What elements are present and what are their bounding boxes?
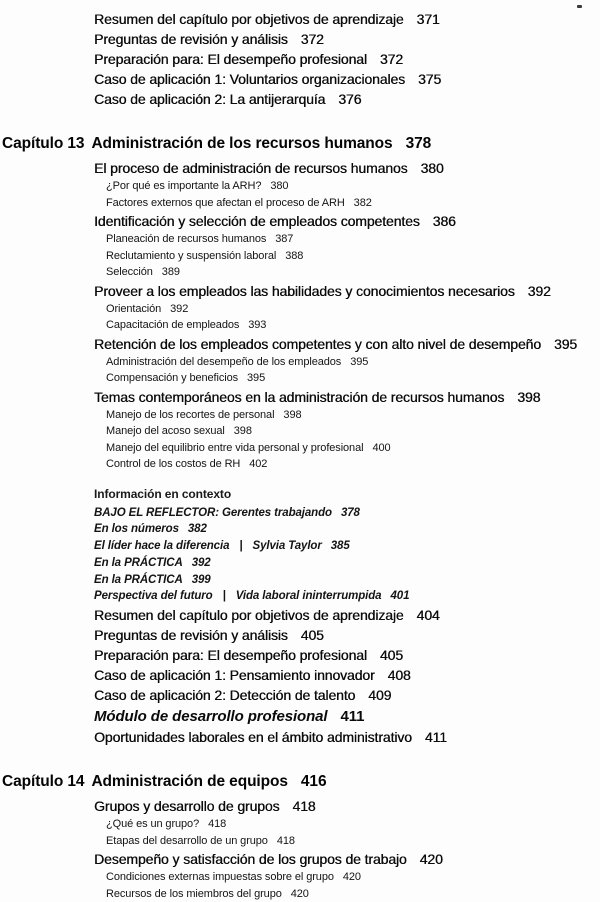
page-number: 395 — [247, 372, 266, 384]
toc-entry — [94, 685, 600, 705]
entry-label: Manejo de los recortes de personal — [106, 408, 275, 421]
page-number: 376 — [338, 91, 362, 107]
entry-label: Etapas del desarrollo de un grupo — [106, 834, 268, 847]
entry-sublabel: Sylvia Taylor — [252, 540, 322, 553]
page-number: 420 — [419, 851, 443, 868]
toc-subentry — [106, 407, 600, 424]
page-number: 385 — [330, 540, 350, 553]
entry-label: Manejo del equilibrio entre vida personal y profesional — [106, 441, 364, 454]
entry-label: Control de los costos de RH — [106, 458, 241, 470]
feature-entry — [94, 555, 600, 572]
entry-label: Selección — [106, 266, 153, 278]
entry-label: Caso de aplicación 1: Voluntarios organizacionales — [94, 71, 405, 87]
entry-label: Oportunidades laborales en el ámbito administrativo — [94, 729, 412, 746]
page-number: 398 — [283, 408, 302, 421]
page-number: 372 — [300, 31, 324, 47]
entry-label: Factores externos que afectan el proceso de ARH — [106, 196, 345, 209]
toc-subentry — [106, 440, 600, 457]
toc-entry — [94, 796, 600, 816]
entry-label: Preparación para: El desempeño profesional — [94, 51, 367, 67]
entry-label: Caso de aplicación 1: Pensamiento innovador — [94, 667, 375, 684]
toc-entry — [94, 9, 600, 29]
page-number: 400 — [372, 441, 391, 454]
page-number: 405 — [379, 647, 403, 664]
entry-label: Caso de aplicación 2: Detección de talento — [94, 687, 356, 704]
page-number: 389 — [161, 266, 180, 278]
entry-label: Capacitación de empleados — [106, 319, 240, 331]
toc-lines — [0, 9, 600, 902]
entry-label: Compensación y beneficios — [106, 372, 239, 384]
toc-subentry — [106, 195, 600, 212]
entry-label: Caso de aplicación 2: La antijerarquía — [94, 91, 326, 107]
separator-bar: | — [222, 590, 226, 603]
entry-label: Desempeño y satisfacción de los grupos de trabajo — [94, 851, 407, 868]
chapter-label: Capítulo 14 — [2, 773, 85, 791]
entry-label: Manejo del acoso sexual — [106, 425, 225, 437]
page-number: 408 — [387, 667, 411, 684]
entry-label: El proceso de administración de recursos humanos — [94, 160, 408, 176]
toc-entry — [94, 158, 600, 178]
page-number: 393 — [248, 319, 267, 331]
toc-entry — [94, 605, 600, 625]
feature-entry — [94, 538, 600, 555]
toc-subentry — [106, 423, 600, 440]
entry-label: ¿Qué es un grupo? — [106, 818, 200, 831]
entry-label: El líder hace la diferencia — [94, 540, 230, 553]
toc-subentry — [106, 301, 600, 318]
toc-subentry — [106, 248, 600, 265]
toc-subentry — [106, 370, 600, 387]
page-number: 405 — [300, 627, 324, 644]
feature-entry — [94, 505, 600, 522]
entry-label: Temas contemporáneos en la administración de recursos humanos — [94, 388, 505, 405]
page-number: 416 — [300, 773, 327, 791]
toc-entry — [94, 49, 600, 69]
entry-label: Identificación y selección de empleados competentes — [94, 213, 420, 229]
entry-label: Resumen del capítulo por objetivos de aprendizaje — [94, 607, 404, 624]
entry-label: En los números — [94, 523, 179, 536]
module-entry — [94, 706, 600, 727]
page-number: 392 — [191, 556, 211, 569]
toc-entry — [94, 849, 600, 869]
entry-label: ¿Por qué es importante la ARH? — [106, 180, 262, 192]
page-number: 371 — [416, 11, 440, 27]
toc-subentry — [106, 869, 600, 886]
page-number: 392 — [170, 302, 189, 315]
entry-label: Proveer a los empleados las habilidades y conocimientos necesarios — [94, 282, 515, 299]
chapter-title: Administración de equipos — [91, 773, 288, 791]
separator-bar: | — [239, 540, 243, 553]
page-number: 404 — [416, 607, 440, 624]
chapter-title: Administración de los recursos humanos — [91, 135, 393, 152]
toc-subentry — [106, 231, 600, 248]
page-number: 402 — [249, 458, 268, 470]
toc-entry — [94, 665, 600, 685]
chapter-heading — [2, 771, 600, 793]
entry-label: Condiciones externas impuestas sobre el grupo — [106, 871, 334, 884]
toc-subentry — [106, 886, 600, 902]
page-number: 380 — [420, 160, 444, 176]
entry-label: BAJO EL REFLECTOR: Gerentes trabajando — [94, 506, 332, 519]
entry-label: Administración del desempeño de los empleados — [106, 355, 342, 368]
page-number: 395 — [350, 355, 369, 368]
toc-subentry — [106, 456, 600, 473]
entry-label: En la PRÁCTICA — [94, 556, 183, 569]
entry-label: Perspectiva del futuro — [94, 590, 213, 603]
entry-label: Retención de los empleados competentes y con alto nivel de desempeño — [94, 335, 541, 352]
toc-entry — [94, 727, 600, 747]
page-number: 378 — [405, 135, 432, 152]
feature-entry — [94, 588, 600, 605]
page-number: 392 — [527, 282, 551, 299]
page-number: 380 — [270, 180, 289, 192]
entry-label: Información en contexto — [94, 486, 232, 501]
page-number: 386 — [432, 213, 456, 229]
page-number: 411 — [424, 729, 447, 746]
toc-entry — [94, 387, 600, 407]
page-number: 382 — [187, 523, 207, 536]
entry-label: Recursos de los miembros del grupo — [106, 887, 282, 900]
toc-entry — [94, 281, 600, 301]
page-number: 420 — [342, 871, 361, 884]
toc-subentry — [106, 317, 600, 334]
toc-entry — [94, 29, 600, 49]
page-number: 420 — [290, 887, 309, 900]
page-number: 418 — [208, 818, 227, 831]
toc-entry — [94, 69, 600, 89]
page-number: 418 — [276, 834, 295, 847]
toc-entry — [94, 625, 600, 645]
page-number: 398 — [517, 388, 541, 405]
page-number: 411 — [340, 708, 365, 726]
toc-subentry — [106, 178, 600, 195]
page-number: 372 — [379, 51, 403, 67]
page-number: 418 — [292, 798, 316, 815]
toc-entry — [94, 89, 600, 109]
chapter-heading — [2, 133, 600, 155]
entry-label: Reclutamiento y suspensión laboral — [106, 249, 277, 262]
toc-subentry — [106, 354, 600, 371]
toc-entry — [94, 211, 600, 231]
chapter-label: Capítulo 13 — [2, 135, 85, 152]
toc-subentry — [106, 264, 600, 281]
page-number: 388 — [285, 249, 304, 262]
entry-label: Planeación de recursos humanos — [106, 233, 267, 245]
toc-entry — [94, 334, 600, 354]
entry-label: En la PRÁCTICA — [94, 573, 183, 586]
entry-label: Orientación — [106, 302, 162, 315]
page-number: 399 — [191, 573, 211, 586]
scan-speck — [577, 5, 582, 8]
page-number: 375 — [417, 71, 442, 87]
page-number: 409 — [368, 687, 392, 704]
toc-subentry — [106, 833, 600, 850]
feature-entry — [94, 521, 600, 538]
feature-entry — [94, 572, 600, 589]
page-number: 395 — [553, 335, 577, 352]
page-number: 398 — [233, 425, 252, 437]
toc-entry — [94, 645, 600, 665]
page-number: 401 — [390, 590, 410, 603]
page-number: 387 — [275, 233, 294, 245]
entry-label: Preguntas de revisión y análisis — [94, 627, 288, 644]
page-number: 382 — [353, 196, 372, 209]
entry-label: Módulo de desarrollo profesional — [94, 708, 328, 726]
page-number: 378 — [340, 506, 360, 519]
section-header — [94, 485, 600, 503]
entry-label: Preparación para: El desempeño profesional — [94, 647, 367, 664]
toc-subentry — [106, 816, 600, 833]
entry-label: Resumen del capítulo por objetivos de aprendizaje — [94, 11, 404, 27]
entry-label: Preguntas de revisión y análisis — [94, 31, 288, 47]
entry-sublabel: Vida laboral ininterrumpida — [235, 590, 382, 603]
entry-label: Grupos y desarrollo de grupos — [94, 798, 280, 815]
